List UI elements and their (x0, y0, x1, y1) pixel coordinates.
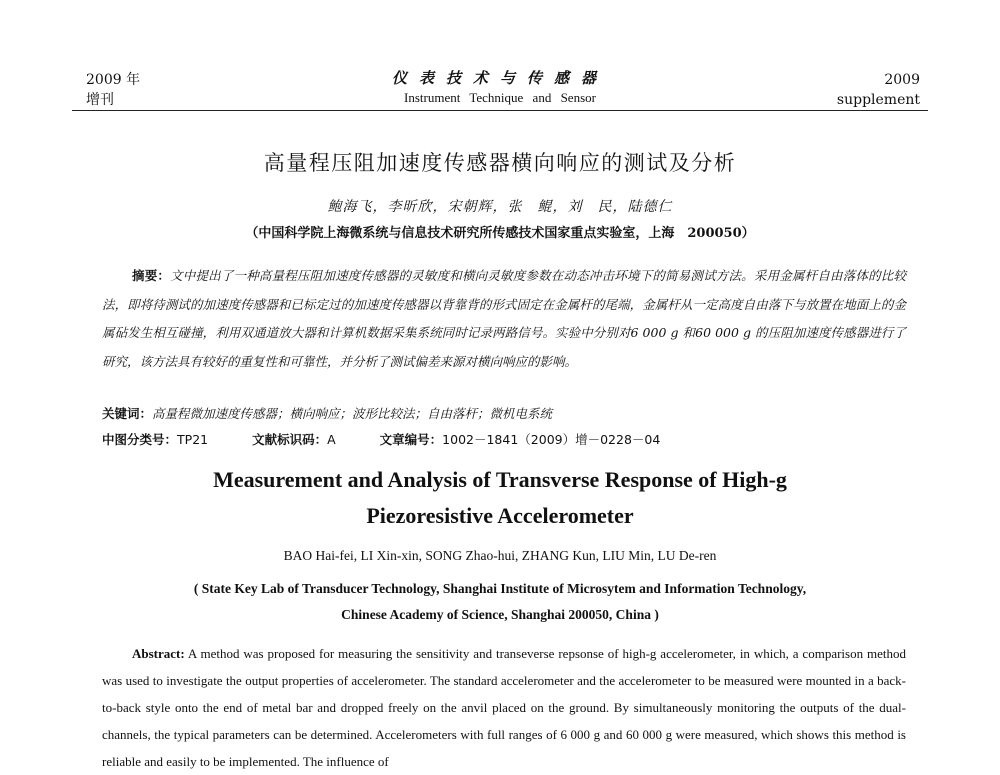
header-year: 2009 年 (86, 72, 141, 88)
abstract-cn (102, 262, 906, 376)
header-year-right: 2009 (884, 72, 920, 88)
abstract-en (102, 640, 906, 775)
title-en-line-1: Measurement and Analysis of Transverse Response of High-g (213, 467, 787, 492)
document-code: 文献标识码：A (252, 432, 336, 447)
article-number: 文章编号：1002－1841（2009）增－0228－04 (379, 432, 661, 447)
affiliation-cn: （中国科学院上海微系统与信息技术研究所传感技术国家重点实验室，上海 200050） (245, 226, 755, 241)
keywords-cn (102, 404, 906, 424)
affiliation-en-line-2: Chinese Academy of Science, Shanghai 200050, China ) (341, 607, 659, 622)
abstract-en-label: Abstract: (132, 646, 185, 661)
paper-title-cn: 高量程压阻加速度传感器横向响应的测试及分析 (263, 151, 737, 175)
authors-en: BAO Hai-fei, LI Xin-xin, SONG Zhao-hui, ZHANG Kun, LIU Min, LU De-ren (283, 548, 717, 563)
header-issue-right: supplement (836, 92, 920, 108)
affiliation-en-line-1: ( State Key Lab of Transducer Technology, Shanghai Institute of Microsytem and Information Technology, (193, 581, 807, 596)
journal-name-en: Instrument Technique and Sensor (404, 90, 596, 105)
affiliation-en (0, 576, 1000, 628)
classification-line (102, 430, 700, 450)
authors-cn: 鲍海飞，李昕欣，宋朝辉，张 鲲，刘 民，陆德仁 (327, 199, 673, 215)
keywords-cn-text: 高量程微加速度传感器；横向响应；波形比较法；自由落杆；微机电系统 (152, 406, 553, 421)
abstract-cn-text: 文中提出了一种高量程压阻加速度传感器的灵敏度和横向灵敏度参数在动态冲击环境下的简易测试方法。采用金属杆自由落体的比较法，即将待测试的加速度传感器和已标定过的加速度传感器以背靠背的形式固定在金属杆的尾端，金属杆从一定高度自由落下与放置在地面上的金属砧发生相互碰撞，利用双通道放大器和计算机数据采集系统同时记录两路信号。实验中分别对6 000 g 和60 000 g 的压阻加速度传感器进行了研究，该方法具有较好的重复性和可靠性，并分析了测试偏差来源对横向响应的影响。 (102, 268, 906, 369)
title-en-line-2: Piezoresistive Accelerometer (366, 503, 634, 528)
journal-name-cn: 仪表技术与传感器 (391, 69, 608, 87)
abstract-cn-label: 摘要： (132, 268, 171, 283)
clc-number: 中图分类号：TP21 (102, 432, 209, 447)
header-journal (72, 68, 928, 108)
keywords-cn-label: 关键词： (102, 406, 153, 421)
header-issue: 增刊 (86, 92, 114, 108)
header-right (837, 70, 920, 110)
paper-title-en (0, 462, 1000, 534)
running-header (72, 62, 928, 111)
abstract-en-text: A method was proposed for measuring the sensitivity and transeverse repsonse of high-g accelerometer, in which, a comparison method was used to investigate the output properties of accelerometer. The standard accelerometer and the accelerometer to be measured were mounted in a back-to-back style onto the end of metal bar and dropped freely on the anvil placed on the ground. By simultaneously monitoring the outputs of the dual-channels, the typical parameters can be determined. Accelerometers with full ranges of 6 000 g and 60 000 g were measured, which shows this method is reliable and easily to be implemented. The influence of (102, 646, 906, 769)
